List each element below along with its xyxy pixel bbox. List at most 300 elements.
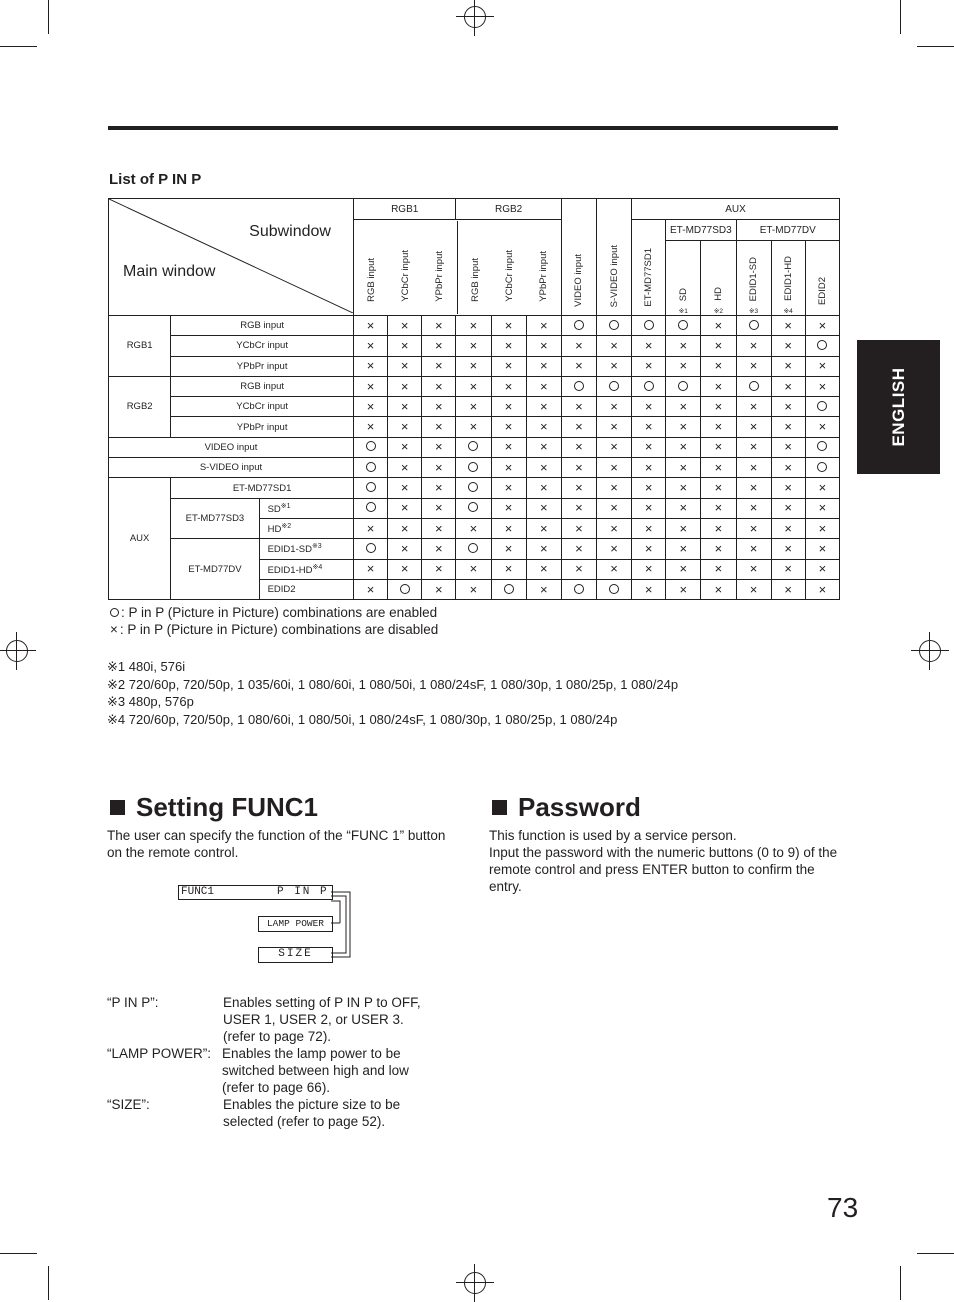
registration-mark — [911, 632, 949, 670]
disabled-cell — [422, 579, 456, 599]
disabled-cell — [353, 316, 387, 336]
cross-icon: × — [818, 540, 827, 556]
disabled-cell — [805, 478, 839, 498]
circle-icon — [400, 584, 410, 594]
row-label: EDID1-HD$^{※4}$ — [259, 559, 353, 579]
col-header: EDID1-SD ※3 — [736, 241, 771, 316]
cross-icon: × — [644, 480, 653, 496]
cross-icon: × — [435, 337, 443, 353]
circle-icon — [609, 320, 619, 330]
col-header: EDID1-HD ※4 — [771, 241, 805, 316]
enabled-cell — [666, 316, 701, 336]
disabled-cell — [596, 437, 631, 457]
cross-icon: × — [400, 561, 409, 577]
disabled-cell — [526, 336, 561, 356]
disabled-cell — [491, 376, 526, 396]
disabled-cell — [596, 336, 631, 356]
cross-icon: × — [539, 439, 548, 455]
disabled-cell — [526, 559, 561, 579]
disabled-cell — [771, 356, 805, 376]
circle-icon — [366, 441, 376, 451]
disabled-cell — [526, 498, 561, 518]
disabled-cell — [701, 417, 736, 437]
cross-icon: × — [610, 439, 618, 455]
cross-icon: × — [539, 419, 548, 435]
enabled-cell — [353, 539, 387, 559]
disabled-cell — [701, 518, 736, 538]
cross-icon: × — [784, 540, 792, 556]
cross-icon: × — [539, 500, 548, 516]
cross-icon: × — [400, 378, 409, 394]
row-label: RGB input — [171, 376, 354, 396]
cross-icon: × — [469, 317, 478, 333]
col-header: YCbCr input — [399, 250, 411, 302]
page-number: 73 — [827, 1192, 859, 1223]
disabled-cell — [491, 518, 526, 538]
disabled-cell — [736, 437, 771, 457]
footnote: ※1 480i, 576i — [107, 659, 186, 674]
top-rule — [108, 126, 838, 130]
enabled-cell — [805, 458, 839, 478]
disabled-cell — [666, 539, 701, 559]
cross-icon: × — [366, 581, 375, 597]
table-row — [109, 356, 840, 376]
disabled-cell — [771, 417, 805, 437]
table-row — [109, 478, 840, 498]
disabled-cell — [526, 579, 561, 599]
table-row — [109, 539, 840, 559]
menu-cycle-arrows — [330, 887, 354, 961]
cross-icon: × — [714, 358, 723, 374]
cross-icon: × — [539, 540, 548, 556]
row-group-label: AUX — [109, 478, 171, 600]
enabled-cell — [632, 376, 666, 396]
disabled-cell — [666, 356, 701, 376]
enabled-cell — [736, 376, 771, 396]
row-label: RGB input — [171, 316, 354, 336]
disabled-cell — [701, 316, 736, 336]
enabled-cell — [456, 498, 491, 518]
disabled-cell — [422, 478, 456, 498]
cross-icon: × — [644, 540, 653, 556]
disabled-cell — [736, 559, 771, 579]
cross-icon: × — [784, 337, 792, 353]
cross-icon: × — [504, 439, 513, 455]
disabled-cell — [388, 478, 422, 498]
cross-icon: × — [679, 520, 688, 536]
enabled-cell — [805, 336, 839, 356]
cross-icon: × — [784, 520, 792, 536]
disabled-cell — [561, 478, 596, 498]
enabled-cell — [353, 478, 387, 498]
cross-icon: × — [714, 337, 723, 353]
cross-icon: × — [575, 439, 583, 455]
cross-icon: × — [504, 358, 513, 374]
cross-icon: × — [818, 520, 827, 536]
disabled-cell — [422, 559, 456, 579]
cross-icon: × — [644, 581, 653, 597]
disabled-cell — [422, 376, 456, 396]
definition-row: “SIZE”: Enables the picture size to be selected (refer to page 52). — [107, 1097, 401, 1129]
crop-mark — [900, 1266, 901, 1300]
col-header: S-VIDEO input — [596, 199, 631, 316]
func1-heading: Setting FUNC1 — [110, 792, 318, 823]
registration-mark — [0, 632, 36, 670]
disabled-cell — [388, 356, 422, 376]
cross-icon: × — [818, 561, 827, 577]
col-subgroup-etmd77sd3: ET-MD77SD3 — [666, 220, 736, 241]
circle-icon — [574, 381, 584, 391]
disabled-cell — [353, 336, 387, 356]
circle-icon — [468, 482, 478, 492]
disabled-cell — [771, 316, 805, 336]
disabled-cell — [526, 397, 561, 417]
cross-icon: × — [366, 419, 375, 435]
col-group-rgb1: RGB1 — [353, 199, 455, 220]
cross-icon: × — [749, 480, 758, 496]
disabled-cell — [596, 518, 631, 538]
disabled-cell — [736, 478, 771, 498]
disabled-cell — [456, 376, 491, 396]
legend-disabled: × : P in P (Picture in Picture) combinations are disabled — [110, 622, 439, 637]
cross-icon: × — [784, 358, 792, 374]
disabled-cell — [771, 579, 805, 599]
disabled-cell — [491, 458, 526, 478]
cross-icon: × — [610, 419, 618, 435]
cross-icon: × — [749, 419, 758, 435]
crop-mark — [917, 46, 954, 47]
cross-icon: × — [435, 520, 443, 536]
cross-icon: × — [714, 540, 723, 556]
cross-icon: × — [400, 540, 409, 556]
circle-icon — [749, 320, 759, 330]
square-bullet-icon — [492, 800, 507, 815]
disabled-cell — [353, 376, 387, 396]
cross-icon: × — [644, 358, 653, 374]
disabled-cell — [456, 559, 491, 579]
enabled-cell — [353, 458, 387, 478]
disabled-cell — [422, 356, 456, 376]
disabled-cell — [771, 458, 805, 478]
crop-mark — [0, 46, 37, 47]
cross-icon: × — [679, 540, 688, 556]
cross-icon: × — [818, 378, 827, 394]
cross-icon: × — [575, 398, 583, 414]
col-header: VIDEO input — [561, 199, 596, 316]
cross-icon: × — [366, 358, 375, 374]
cross-icon: × — [644, 459, 653, 475]
disabled-cell — [701, 498, 736, 518]
disabled-cell — [736, 518, 771, 538]
cross-icon: × — [435, 358, 443, 374]
disabled-cell — [771, 376, 805, 396]
disabled-cell — [701, 539, 736, 559]
circle-icon — [468, 502, 478, 512]
main-window-label: Main window — [123, 263, 216, 280]
disabled-cell — [805, 316, 839, 336]
col-header: YPbPr input — [434, 251, 446, 302]
menu-option-lamp-power: LAMP POWER — [258, 916, 333, 932]
disabled-cell — [388, 518, 422, 538]
disabled-cell — [805, 498, 839, 518]
cross-icon: × — [504, 378, 513, 394]
enabled-cell — [596, 376, 631, 396]
row-label: HD$^{※2}$ — [259, 518, 353, 538]
cross-icon: × — [575, 540, 583, 556]
password-text — [489, 827, 839, 895]
disabled-cell — [388, 458, 422, 478]
disabled-cell — [526, 518, 561, 538]
cross-icon: × — [504, 317, 513, 333]
circle-icon — [468, 543, 478, 553]
circle-icon — [468, 441, 478, 451]
cross-icon: × — [610, 500, 618, 516]
table-row — [109, 316, 840, 336]
disabled-cell — [596, 397, 631, 417]
cross-icon: × — [400, 480, 409, 496]
cross-icon: × — [110, 622, 118, 637]
disabled-cell — [491, 336, 526, 356]
disabled-cell — [561, 417, 596, 437]
row-label: YPbPr input — [171, 417, 354, 437]
disabled-cell — [771, 437, 805, 457]
col-header: ET-MD77SD1 — [632, 220, 666, 316]
disabled-cell — [456, 397, 491, 417]
table-row — [109, 458, 840, 478]
disabled-cell — [701, 336, 736, 356]
cross-icon: × — [644, 398, 653, 414]
registration-mark — [456, 0, 494, 36]
disabled-cell — [526, 376, 561, 396]
table-row — [109, 498, 840, 518]
cross-icon: × — [575, 358, 583, 374]
col-group-aux: AUX — [632, 199, 840, 220]
disabled-cell — [666, 518, 701, 538]
cross-icon: × — [644, 500, 653, 516]
menu-func1-label: FUNC1 — [181, 886, 215, 898]
cross-icon: × — [575, 561, 583, 577]
cross-icon: × — [784, 378, 792, 394]
cross-icon: × — [469, 358, 478, 374]
disabled-cell — [771, 397, 805, 417]
disabled-cell — [561, 336, 596, 356]
disabled-cell — [353, 397, 387, 417]
disabled-cell — [771, 478, 805, 498]
row-group-label: RGB1 — [109, 316, 171, 377]
disabled-cell — [526, 539, 561, 559]
cross-icon: × — [400, 459, 409, 475]
col-header: RGB input — [365, 258, 377, 302]
cross-icon: × — [784, 561, 792, 577]
menu-func1-row — [178, 885, 333, 900]
cross-icon: × — [714, 520, 723, 536]
disabled-cell — [526, 417, 561, 437]
disabled-cell — [388, 417, 422, 437]
disabled-cell — [666, 478, 701, 498]
footnote: ※4 720/60p, 720/50p, 1 080/60i, 1 080/50i, 1 080/24sF, 1 080/30p, 1 080/25p, 1 080/24p — [107, 711, 618, 727]
table-row — [109, 417, 840, 437]
cross-icon: × — [575, 500, 583, 516]
row-group-label: RGB2 — [109, 376, 171, 437]
cross-icon: × — [435, 581, 443, 597]
row-label: SD$^{※1}$ — [259, 498, 353, 518]
disabled-cell — [632, 417, 666, 437]
col-subgroup-etmd77dv: ET-MD77DV — [736, 220, 840, 241]
cross-icon: × — [749, 358, 758, 374]
cross-icon: × — [366, 561, 375, 577]
circle-icon — [817, 401, 827, 411]
disabled-cell — [596, 417, 631, 437]
disabled-cell — [805, 518, 839, 538]
cross-icon: × — [679, 480, 688, 496]
cross-icon: × — [610, 358, 618, 374]
disabled-cell — [422, 336, 456, 356]
disabled-cell — [491, 316, 526, 336]
disabled-cell — [736, 539, 771, 559]
cross-icon: × — [784, 480, 792, 496]
disabled-cell — [526, 458, 561, 478]
cross-icon: × — [504, 419, 513, 435]
disabled-cell — [805, 376, 839, 396]
col-header: SD ※1 — [666, 241, 701, 316]
disabled-cell — [736, 397, 771, 417]
row-label: ET-MD77SD1 — [171, 478, 354, 498]
disabled-cell — [666, 498, 701, 518]
cross-icon: × — [749, 337, 758, 353]
password-line: This function is used by a service person. — [489, 828, 737, 843]
disabled-cell — [632, 478, 666, 498]
cross-icon: × — [504, 561, 513, 577]
row-label: EDID1-SD$^{※3}$ — [259, 539, 353, 559]
cross-icon: × — [714, 378, 723, 394]
corner-diagonal — [109, 199, 353, 313]
disabled-cell — [701, 478, 736, 498]
cross-icon: × — [714, 480, 723, 496]
disabled-cell — [422, 458, 456, 478]
disabled-cell — [388, 437, 422, 457]
cross-icon: × — [435, 561, 443, 577]
disabled-cell — [805, 417, 839, 437]
cross-icon: × — [400, 358, 409, 374]
disabled-cell — [422, 417, 456, 437]
pip-table — [108, 198, 840, 600]
enabled-cell — [456, 478, 491, 498]
cross-icon: × — [610, 459, 618, 475]
disabled-cell — [632, 579, 666, 599]
cross-icon: × — [749, 459, 758, 475]
registration-mark — [456, 1264, 494, 1302]
disabled-cell — [353, 579, 387, 599]
cross-icon: × — [644, 419, 653, 435]
circle-icon — [366, 482, 376, 492]
enabled-cell — [736, 316, 771, 336]
cross-icon: × — [435, 317, 443, 333]
disabled-cell — [632, 437, 666, 457]
cross-icon: × — [784, 398, 792, 414]
cross-icon: × — [504, 480, 513, 496]
footnotes — [107, 658, 678, 728]
enabled-cell — [491, 579, 526, 599]
disabled-cell — [771, 336, 805, 356]
cross-icon: × — [610, 561, 618, 577]
cross-icon: × — [539, 358, 548, 374]
disabled-cell — [561, 356, 596, 376]
disabled-cell — [491, 397, 526, 417]
disabled-cell — [526, 478, 561, 498]
cross-icon: × — [539, 378, 548, 394]
cross-icon: × — [366, 317, 375, 333]
disabled-cell — [491, 498, 526, 518]
footnote: ※2 720/60p, 720/50p, 1 035/60i, 1 080/60i, 1 080/50i, 1 080/24sF, 1 080/30p, 1 080/25p, 1 080/24p — [107, 676, 679, 692]
cross-icon: × — [784, 459, 792, 475]
cross-icon: × — [400, 317, 409, 333]
cross-icon: × — [644, 520, 653, 536]
password-heading: Password — [492, 792, 641, 823]
cross-icon: × — [679, 337, 688, 353]
disabled-cell — [422, 397, 456, 417]
cross-icon: × — [366, 378, 375, 394]
disabled-cell — [561, 397, 596, 417]
disabled-cell — [805, 539, 839, 559]
crop-mark — [48, 0, 49, 34]
cross-icon: × — [469, 419, 478, 435]
cross-icon: × — [644, 439, 653, 455]
disabled-cell — [561, 498, 596, 518]
square-bullet-icon — [110, 800, 125, 815]
disabled-cell — [736, 458, 771, 478]
cross-icon: × — [610, 520, 618, 536]
cross-icon: × — [818, 500, 827, 516]
disabled-cell — [771, 539, 805, 559]
cross-icon: × — [469, 378, 478, 394]
cross-icon: × — [714, 500, 723, 516]
disabled-cell — [526, 356, 561, 376]
cross-icon: × — [504, 337, 513, 353]
disabled-cell — [701, 376, 736, 396]
disabled-cell — [561, 518, 596, 538]
cross-icon: × — [400, 398, 409, 414]
disabled-cell — [632, 458, 666, 478]
rgb-header-area — [353, 220, 561, 316]
disabled-cell — [666, 336, 701, 356]
cross-icon: × — [435, 500, 443, 516]
disabled-cell — [388, 316, 422, 336]
enabled-cell — [353, 498, 387, 518]
circle-icon — [817, 462, 827, 472]
circle-icon — [366, 462, 376, 472]
disabled-cell — [561, 458, 596, 478]
row-label: VIDEO input — [109, 437, 354, 457]
cross-icon: × — [435, 378, 443, 394]
cross-icon: × — [818, 419, 827, 435]
cross-icon: × — [539, 480, 548, 496]
cross-icon: × — [400, 337, 409, 353]
cross-icon: × — [784, 581, 792, 597]
cross-icon: × — [539, 337, 548, 353]
cross-icon: × — [714, 439, 723, 455]
disabled-cell — [666, 417, 701, 437]
cross-icon: × — [818, 581, 827, 597]
table-corner — [109, 199, 354, 316]
circle-icon — [749, 381, 759, 391]
cross-icon: × — [644, 337, 653, 353]
disabled-cell — [353, 518, 387, 538]
cross-icon: × — [435, 419, 443, 435]
cross-icon: × — [679, 398, 688, 414]
disabled-cell — [666, 559, 701, 579]
disabled-cell — [632, 498, 666, 518]
table-row — [109, 376, 840, 396]
